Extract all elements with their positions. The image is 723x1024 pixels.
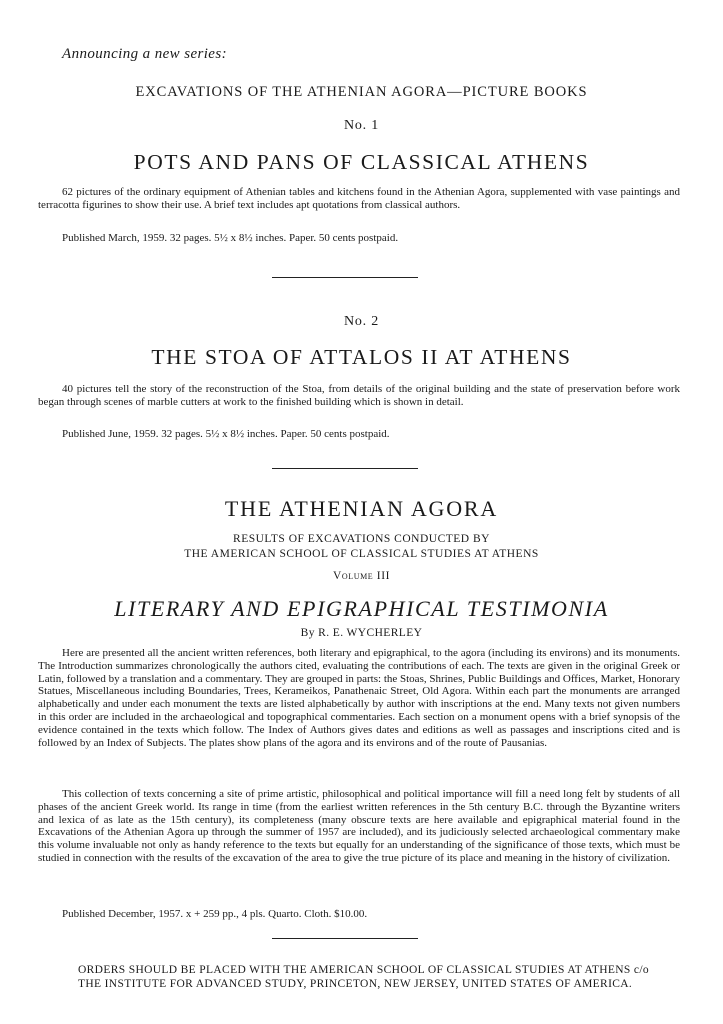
book1-title: POTS AND PANS OF CLASSICAL ATHENS [133, 150, 590, 174]
ordering-info: ORDERS SHOULD BE PLACED WITH THE AMERICAN SCHOOL OF CLASSICAL STUDIES AT ATHENS c/o THE INSTITUTE FOR ADVANCED STUDY, PRINCETON, NEW JERSEY, UNITED STATES OF AMERICA. [78, 964, 649, 990]
book2-number: No. 2 [343, 314, 380, 329]
agora-description-2: This collection of texts concerning a site of prime artistic, philosophical and political importance will fill a need long felt by students of all phases of the ancient Greek world. Its range in time (from the earliest written references in the 5th century B.C. through the Byzantine writers and lexica of as late as the 15th century), its completeness (many obscure texts are here available and epigraphical material found in the Excavations of the Athenian Agora up through the summer of 1957 are included), and its judiciously selected archaeological commentary make this volume invaluable not only as handy reference to the texts but equally for an understanding of the significance of those texts, which must be studied in connection with the results of the excavation of the area to give the true picture of its place and meaning in the history of civilization. [38, 788, 680, 864]
book2-description: 40 pictures tell the story of the reconstruction of the Stoa, from details of the original building and the state of preservation before work began through scenes of marble cutters at work to the finished building which is shown in detail. [38, 383, 680, 408]
divider [272, 938, 418, 939]
book1-description: 62 pictures of the ordinary equipment of Athenian tables and kitchens found in the Athenian Agora, supplemented with vase paintings and terracotta figurines to show their use. A brief text includes apt quotations from classical authors. [38, 186, 680, 211]
divider [272, 468, 418, 469]
agora-publication: Published December, 1957. x + 259 pp., 4 pls. Quarto. Cloth. $10.00. [62, 908, 368, 920]
volume-title: LITERARY AND EPIGRAPHICAL TESTIMONIA [114, 596, 609, 621]
book1-number: No. 1 [343, 118, 380, 133]
agora-description-1: Here are presented all the ancient written references, both literary and epigraphical, to the agora (including its environs) and its monuments. The Introduction summarizes chronologically the authors cited, evaluating the contributions of each. The texts are given in the original Greek or Latin, followed by a translation and a commentary. They are grouped in parts: the Stoas, Shrines, Public Buildings and Offices, Market, Honorary Statues, Miscellaneous including Boundaries, Trees, Kerameikos, Panathenaic Street, Old Agora. Within each part the monuments are arranged alphabetically and under each monument the texts are listed alphabetically by author with inscriptions at the end. Many texts not given numbers in this order are included in the archaeological and topographical commentaries. Each section on a monument opens with a brief synopsis of the evidence contained in the texts which follow. The Index of Authors gives dates and editions as well as passages and inscriptions cited and is followed by an Index of Subjects. The plates show plans of the agora and its environs and of the route of Pausanias. [38, 647, 680, 749]
agora-title: THE ATHENIAN AGORA [224, 496, 499, 521]
book1-publication: Published March, 1959. 32 pages. 5½ x 8½ inches. Paper. 50 cents postpaid. [62, 232, 399, 244]
book2-publication: Published June, 1959. 32 pages. 5½ x 8½ inches. Paper. 50 cents postpaid. [62, 428, 390, 440]
announcement-heading: Announcing a new series: [62, 46, 227, 62]
agora-subtitle-line2: THE AMERICAN SCHOOL OF CLASSICAL STUDIES AT ATHENS [184, 548, 539, 560]
book2-title: THE STOA OF ATTALOS II AT ATHENS [151, 345, 572, 369]
volume-label: Volume III [332, 570, 391, 582]
divider [272, 277, 418, 278]
series-title: EXCAVATIONS OF THE ATHENIAN AGORA—PICTURE BOOKS [135, 84, 588, 100]
author-line: By R. E. WYCHERLEY [300, 627, 423, 639]
agora-subtitle-line1: RESULTS OF EXCAVATIONS CONDUCTED BY [233, 533, 490, 545]
